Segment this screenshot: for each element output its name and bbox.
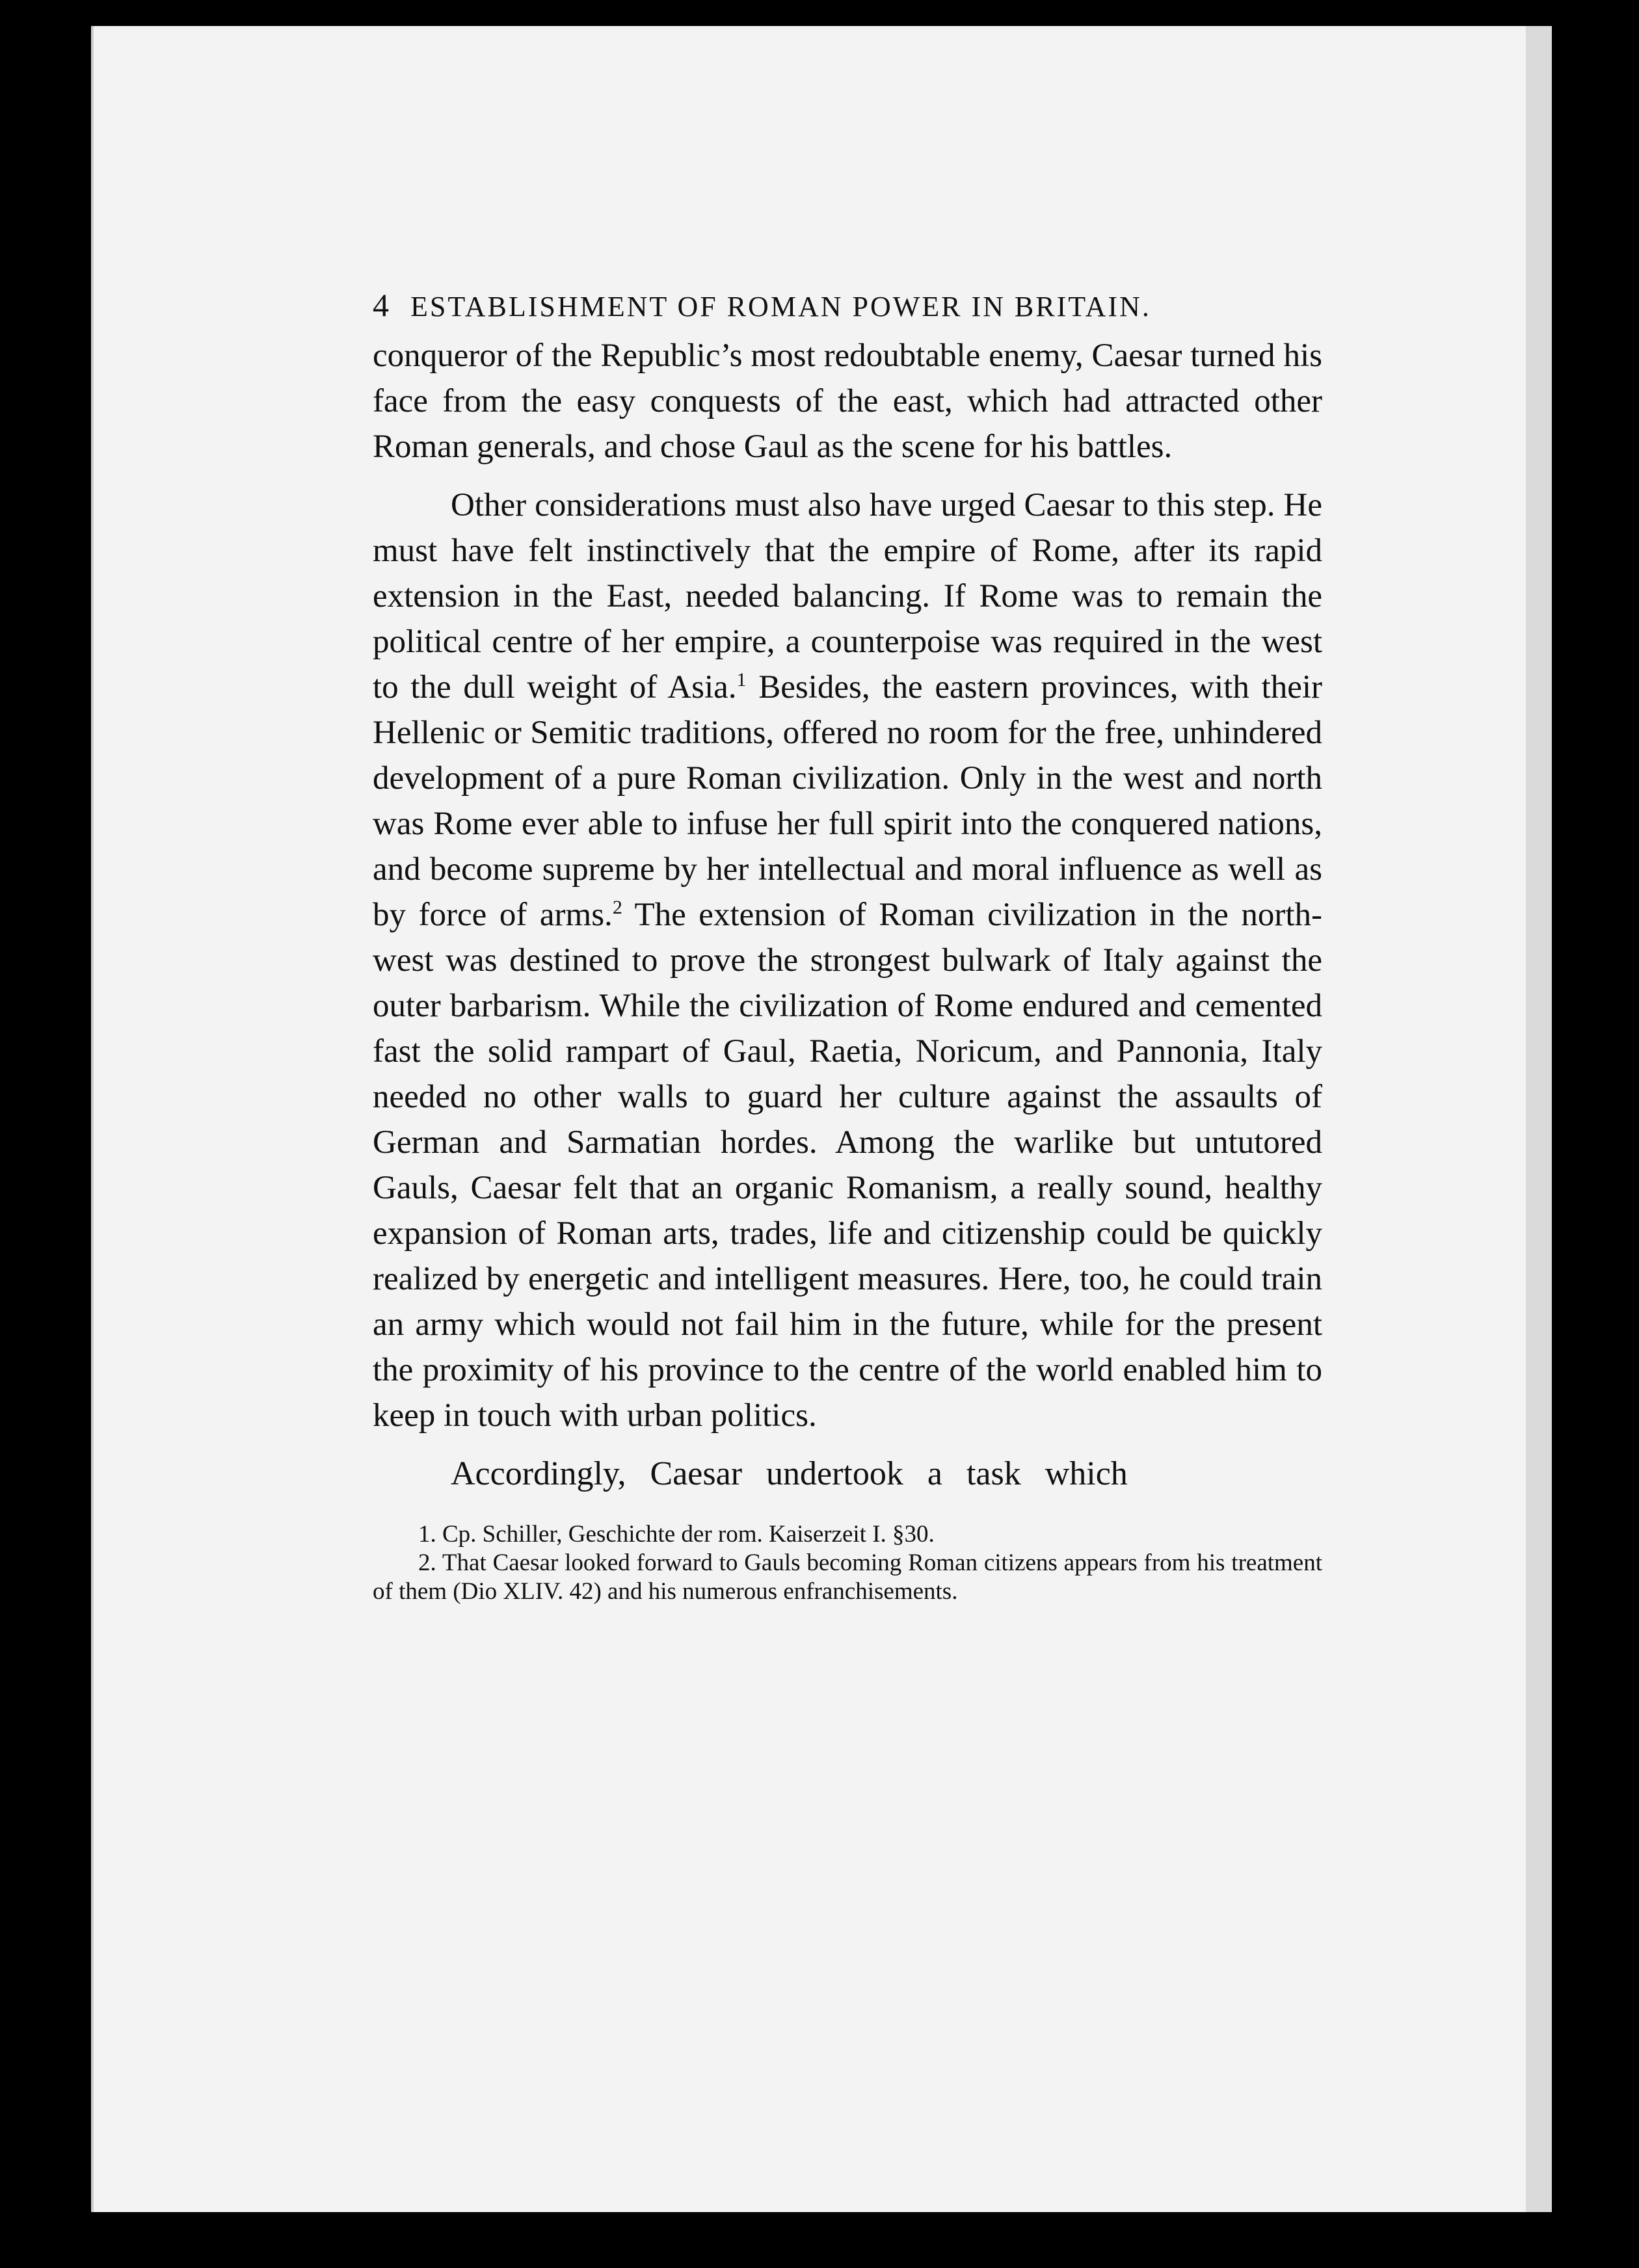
paragraph-2-text-b: Besides, the eastern provinces, with their Hellenic or Semitic traditions, offered no room for the free, unhindered development of a pure Roman civilization. Only in the west and north was Rome ever able to infuse her full spirit into the conquered nations, and become supreme by her intellectual and moral influence as well as by force of arms. bbox=[373, 669, 1322, 933]
footnote-2: 2. That Caesar looked forward to Gauls becoming Roman citizens appears from his treatment of them (Dio XLIV. 42) and his numerous enfranchisements. bbox=[373, 1549, 1322, 1605]
paragraph-3: Accordingly, Caesar undertook a task which bbox=[451, 1455, 1128, 1492]
page-content bbox=[373, 286, 1322, 1606]
paragraph-2 bbox=[373, 482, 1322, 1438]
paragraph-2-text-a: Other considerations must also have urged Caesar to this step. He must have felt instinctively that the empire of Rome, after its rapid extension in the East, needed balancing. If Rome was to remain the political centre of her empire, a counterpoise was required in the west to the dull weight of Asia. bbox=[373, 487, 1322, 705]
page-fold-edge bbox=[1526, 26, 1552, 2212]
footnotes bbox=[373, 1520, 1322, 1606]
running-head bbox=[373, 286, 1322, 324]
page-number: 4 bbox=[373, 287, 391, 323]
footnote-1: 1. Cp. Schiller, Geschichte der rom. Kaiserzeit I. §30. bbox=[418, 1521, 935, 1548]
footnote-ref-2: 2 bbox=[612, 897, 622, 918]
paragraph-2-text-c: The extension of Roman civilization in the north-west was destined to prove the strongest bulwark of Italy against the outer barbarism. While the civilization of Rome endured and cemented fast the solid rampart of Gaul, Raetia, Noricum, and Pannonia, Italy needed no other walls to guard her culture against the assaults of German and Sarmatian hordes. Among the warlike but untutored Gauls, Caesar felt that an organic Romanism, a really sound, healthy expansion of Roman arts, trades, life and citizenship could be quickly realized by energetic and intelligent measures. Here, too, he could train an army which would not fail him in the future, while for the present the proximity of his province to the centre of the world enabled him to keep in touch with urban politics. bbox=[373, 897, 1323, 1434]
page-fold-shadow bbox=[1552, 26, 1639, 2212]
footnote-ref-1: 1 bbox=[736, 669, 747, 691]
running-title: ESTABLISHMENT OF ROMAN POWER IN BRITAIN. bbox=[410, 291, 1151, 323]
paragraph-1: conqueror of the Republic’s most redoubtable enemy, Caesar turned his face from the easy conquests of the east, which had attracted other Roman generals, and chose Gaul as the scene for his battles. bbox=[373, 337, 1322, 465]
